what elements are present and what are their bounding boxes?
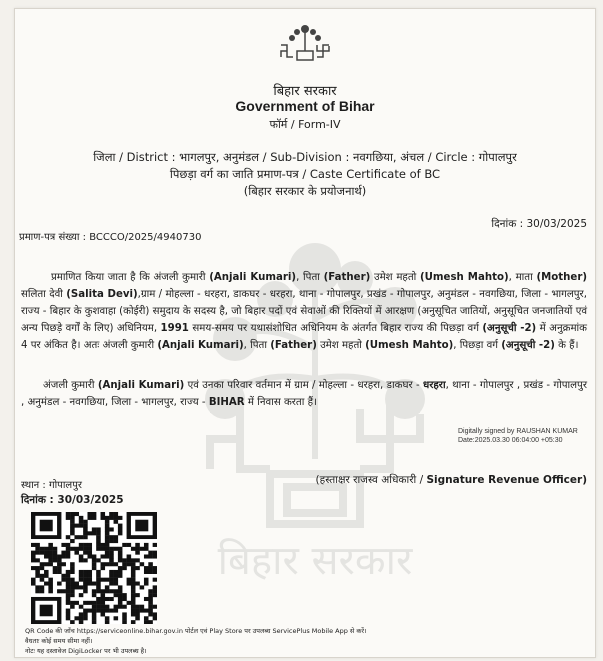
state-name-english: Government of Bihar [235, 98, 375, 114]
certificate-page [14, 8, 596, 658]
qr-verification-note: QR Code की जाँच https://serviceonline.bihar.gov.in पोर्टल एवं Play Store पर उपलब्ध ServicePlus Mobile App से करें। [25, 627, 367, 635]
location-line: जिला / District : भागलपुर, अनुमंडल / Sub-Division : नवगछिया, अंचल / Circle : गोपालपुर [93, 150, 517, 164]
bottom-date-label: दिनांक : 30/03/2025 [21, 494, 124, 506]
digital-signature-date: Date:2025.03.30 06:04:00 +05:30 [458, 437, 563, 444]
state-name-hindi: बिहार सरकार [273, 84, 337, 99]
bihar-emblem-icon [277, 23, 333, 67]
validity-note: वैधताः कोई समय सीमा नहीं। [25, 637, 93, 645]
issue-date: दिनांक : 30/03/2025 [491, 218, 587, 230]
digital-signature-name: Digitally signed by RAUSHAN KUMAR [458, 428, 578, 435]
certificate-purpose: (बिहार सरकार के प्रयोजनार्थ) [243, 184, 367, 198]
place-label: स्थान : गोपालपुर [21, 480, 82, 491]
digital-signature [458, 427, 578, 445]
certificate-title: पिछड़ा वर्ग का जाति प्रमाण-पत्र / Caste Certificate of BC [169, 167, 441, 181]
watermark-text: बिहार सरकार [217, 538, 413, 584]
form-number: फॉर्म / Form-IV [269, 118, 341, 131]
certificate-paragraph-1: प्रमाणित किया जाता है कि अंजली कुमारी (Anjali Kumari), पिता (Father) उमेश महतो (Umesh Mahto), माता (Mother) सलिता देवी (Salita Devi),ग्राम / मोहल्ला - धरहरा, डाकघर - धरहरा, थाना - गोपालपुर, प्रखंड - गोपालपुर, अनुमंडल - नवगछिया, जिला - भागलपुर, राज्य - बिहार के कुशवाहा (कोईरी) समुदाय के सदस्य है, जो बिहार पदों एवं सेवाओं की रिक्तियों में आरक्षण (अनुसूचित जातियों, अनुसूचित जनजातियों एवं अन्य पिछड़े वर्गों के लिए) अधिनियम, 1991 समय-समय पर यथासंशोधित अधिनियम के अंतर्गत बिहार राज्य की पिछड़ा वर्ग (अनुसूची -2) में अनुक्रमांक 4 पर अंकित है। अतः अंजली कुमारी (Anjali Kumari), पिता (Father) उमेश महतो (Umesh Mahto), पिछड़ा वर्ग (अनुसूची -2) के हैं। [21, 272, 588, 351]
digilocker-note: नोटः यह दस्तावेज DigiLocker पर भी उपलब्ध है। [25, 647, 147, 655]
certificate-number: प्रमाण-पत्र संख्या : BCCCO/2025/4940730 [19, 232, 202, 243]
officer-signature-label: (हस्ताक्षर राजस्व अधिकारी / Signature Revenue Officer) [315, 474, 587, 486]
qr-code [31, 512, 157, 624]
certificate-paragraph-2: अंजली कुमारी (Anjali Kumari) एवं उनका परिवार वर्तमान में ग्राम / मोहल्ला - धरहरा, डाकघर - धरहरा, थाना - गोपालपुर , प्रखंड - गोपालपुर , अनुमंडल - नवगछिया, जिला - भागलपुर, राज्य - BIHAR में निवास करता हैं। [21, 380, 587, 408]
